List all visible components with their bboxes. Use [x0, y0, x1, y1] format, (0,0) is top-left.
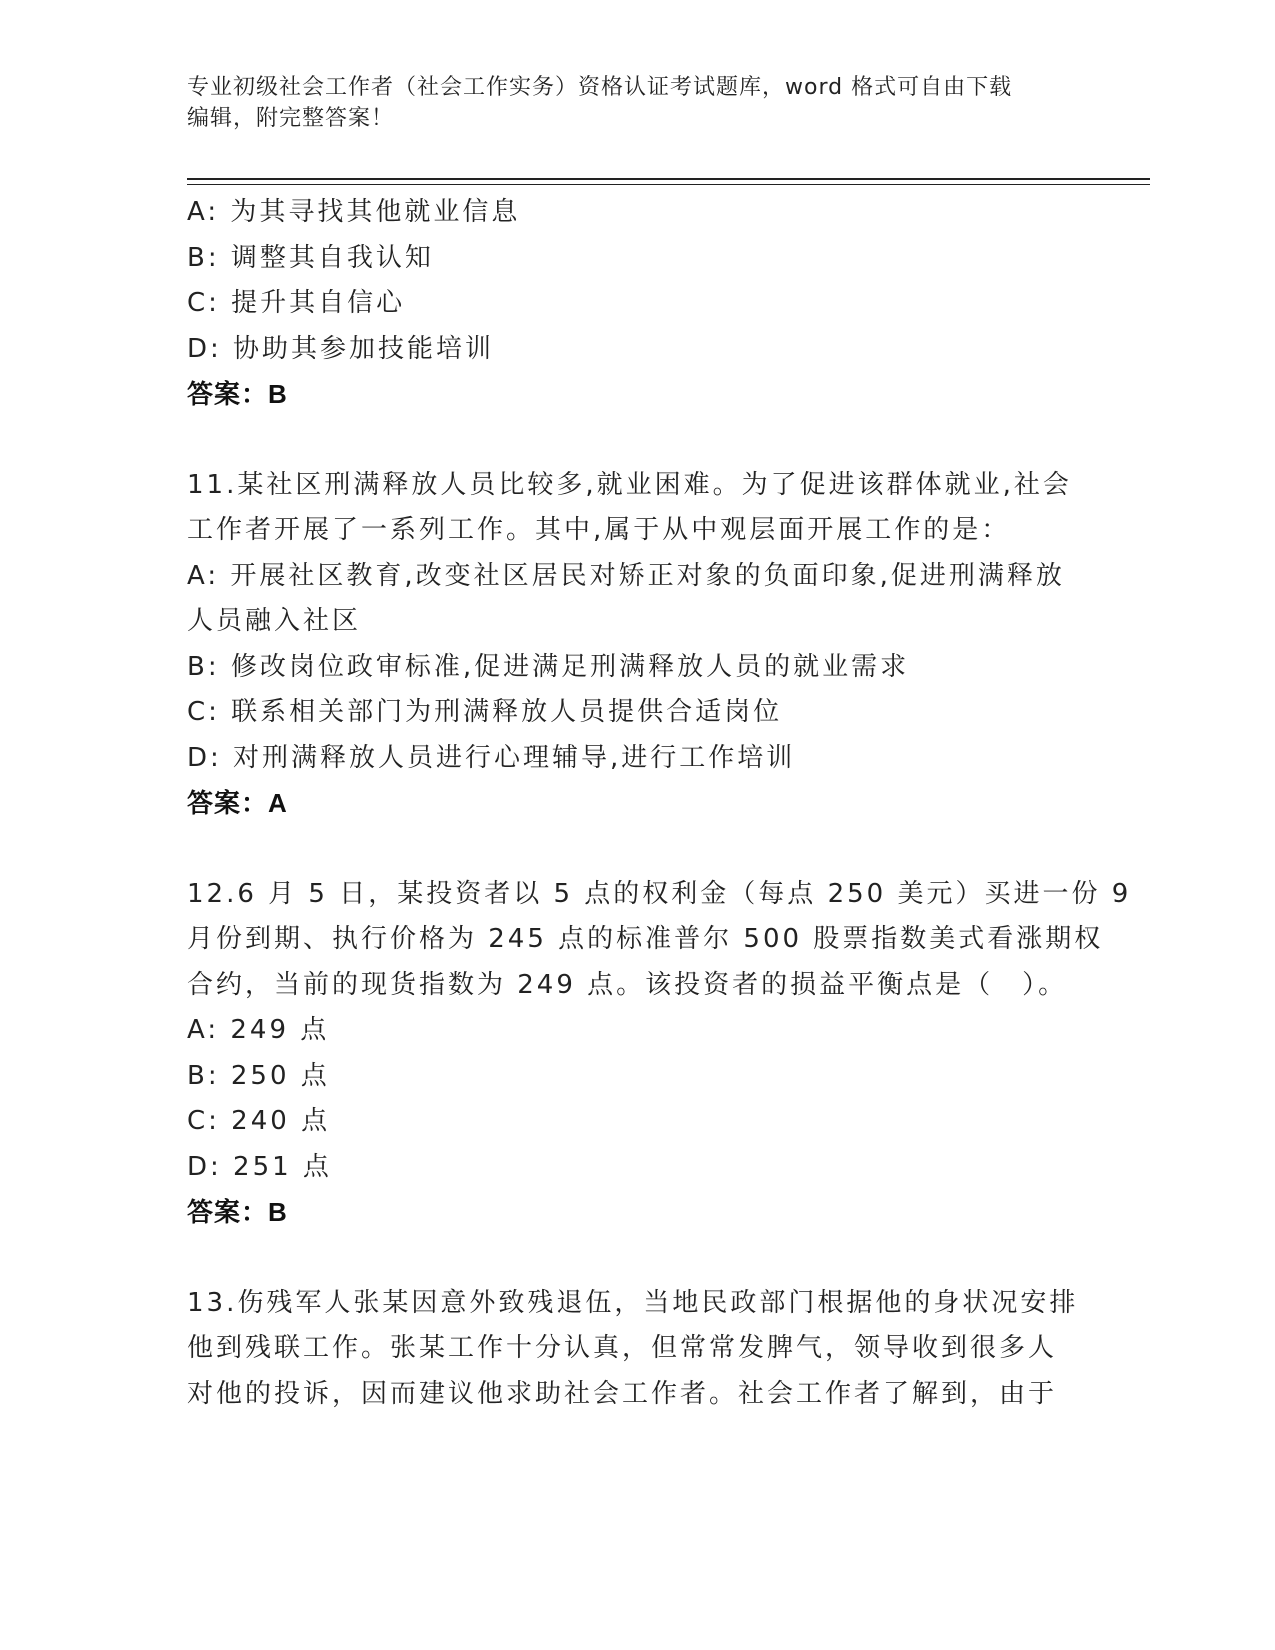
- question-stem-line: 月份到期、执行价格为 245 点的标准普尔 500 股票指数美式看涨期权: [187, 924, 1104, 954]
- question-stem-line: 合约，当前的现货指数为 249 点。该投资者的损益平衡点是（ ）。: [187, 969, 1068, 1000]
- document-header: [187, 72, 1067, 134]
- question-stem-line: 12.6 月 5 日，某投资者以 5 点的权利金（每点 250 美元）买进一份 9: [187, 878, 1132, 909]
- header-line-2: 编辑，附完整答案！: [187, 106, 395, 131]
- option-a: A: 为其寻找其他就业信息: [187, 197, 521, 227]
- answer-line: 答案：B: [187, 1197, 288, 1227]
- header-divider-thin: [187, 184, 1150, 185]
- question-spacer: [187, 418, 1087, 463]
- option-b: B: 250 点: [187, 1060, 330, 1091]
- option-a-continued: 人员融入社区: [187, 606, 362, 636]
- question-stem-line: 工作者开展了一系列工作。其中,属于从中观层面开展工作的是：: [187, 515, 1011, 545]
- question-spacer: [187, 827, 1087, 872]
- question-11: [187, 463, 1087, 827]
- option-a: A: 开展社区教育,改变社区居民对矫正对象的负面印象,促进刑满释放: [187, 560, 1065, 591]
- answer-line: 答案：A: [187, 788, 288, 818]
- question-stem-line: 他到残联工作。张某工作十分认真，但常常发脾气，领导收到很多人: [187, 1333, 1058, 1363]
- question-10: [187, 190, 1087, 418]
- question-spacer: [187, 1236, 1087, 1281]
- question-list: [187, 190, 1132, 1417]
- option-a: A: 249 点: [187, 1015, 330, 1045]
- option-c: C: 联系相关部门为刑满释放人员提供合适岗位: [187, 697, 783, 727]
- option-d: D: 251 点: [187, 1151, 332, 1182]
- question-stem-line: 对他的投诉，因而建议他求助社会工作者。社会工作者了解到，由于: [187, 1378, 1058, 1409]
- header-line-1: 专业初级社会工作者（社会工作实务）资格认证考试题库，word 格式可自由下载: [187, 75, 1013, 100]
- option-c: C: 提升其自信心: [187, 288, 406, 318]
- answer-line: 答案：B: [187, 379, 288, 409]
- option-b: B: 调整其自我认知: [187, 242, 434, 273]
- option-b: B: 修改岗位政审标准,促进满足刑满释放人员的就业需求: [187, 651, 910, 682]
- header-divider-thick: [187, 178, 1150, 180]
- question-stem-line: 11.某社区刑满释放人员比较多,就业困难。为了促进该群体就业,社会: [187, 469, 1072, 500]
- question-12: [187, 872, 1132, 1236]
- option-d: D: 对刑满释放人员进行心理辅导,进行工作培训: [187, 742, 796, 773]
- option-c: C: 240 点: [187, 1106, 331, 1136]
- question-13: [187, 1281, 1087, 1418]
- question-stem-line: 13.伤残军人张某因意外致残退伍，当地民政部门根据他的身状况安排: [187, 1287, 1079, 1318]
- option-d: D: 协助其参加技能培训: [187, 333, 495, 364]
